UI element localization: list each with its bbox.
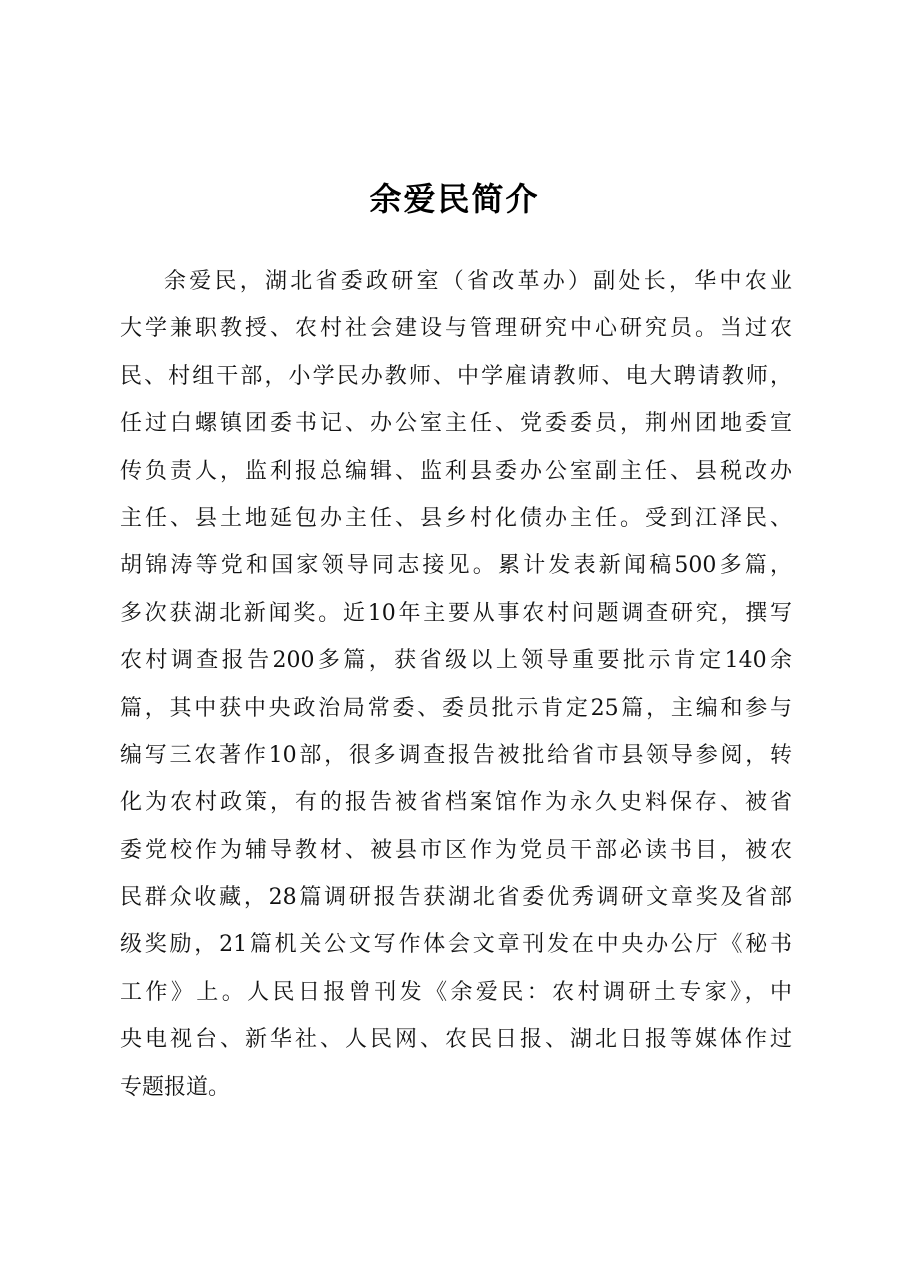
body-line-2: 大学兼职教授、农村社会建设与管理研究中心研究员。当过农 xyxy=(120,316,792,342)
body-line-14: 民群众收藏，28篇调研报告获湖北省委优秀调研文章奖及省部 xyxy=(120,885,792,911)
body-line-9: 农村调查报告200多篇，获省级以上领导重要批示肯定140余 xyxy=(120,648,792,674)
document-body xyxy=(120,258,792,1111)
body-line-3: 民、村组干部，小学民办教师、中学雇请教师、电大聘请教师， xyxy=(120,363,792,389)
body-line-5: 传负责人，监利报总编辑、监利县委办公室副主任、县税改办 xyxy=(120,458,792,484)
body-line-1: 余爱民，湖北省委政研室（省改革办）副处长，华中农业 xyxy=(164,269,792,294)
body-line-18: 专题报道。 xyxy=(120,1074,231,1100)
body-line-11: 编写三农著作10部，很多调查报告被批给省市县领导参阅，转 xyxy=(120,742,792,768)
body-line-13: 委党校作为辅导教材、被县市区作为党员干部必读书目，被农 xyxy=(120,837,792,863)
body-line-12: 化为农村政策，有的报告被省档案馆作为永久史料保存、被省 xyxy=(120,790,792,816)
body-line-4: 任过白螺镇团委书记、办公室主任、党委委员，荆州团地委宣 xyxy=(120,411,792,437)
body-line-7: 胡锦涛等党和国家领导同志接见。累计发表新闻稿500多篇， xyxy=(120,553,792,579)
body-line-6: 主任、县土地延包办主任、县乡村化债办主任。受到江泽民、 xyxy=(120,505,792,531)
body-line-8: 多次获湖北新闻奖。近10年主要从事农村问题调查研究，撰写 xyxy=(120,600,792,626)
body-line-16: 工作》上。人民日报曾刊发《余爱民：农村调研土专家》，中 xyxy=(120,979,792,1005)
body-line-10: 篇，其中获中央政治局常委、委员批示肯定25篇，主编和参与 xyxy=(120,695,792,721)
body-line-17: 央电视台、新华社、人民网、农民日报、湖北日报等媒体作过 xyxy=(120,1027,792,1053)
body-line-15: 级奖励，21篇机关公文写作体会文章刊发在中央办公厅《秘书 xyxy=(120,932,792,958)
document-title: 余爱民简介 xyxy=(369,180,540,218)
